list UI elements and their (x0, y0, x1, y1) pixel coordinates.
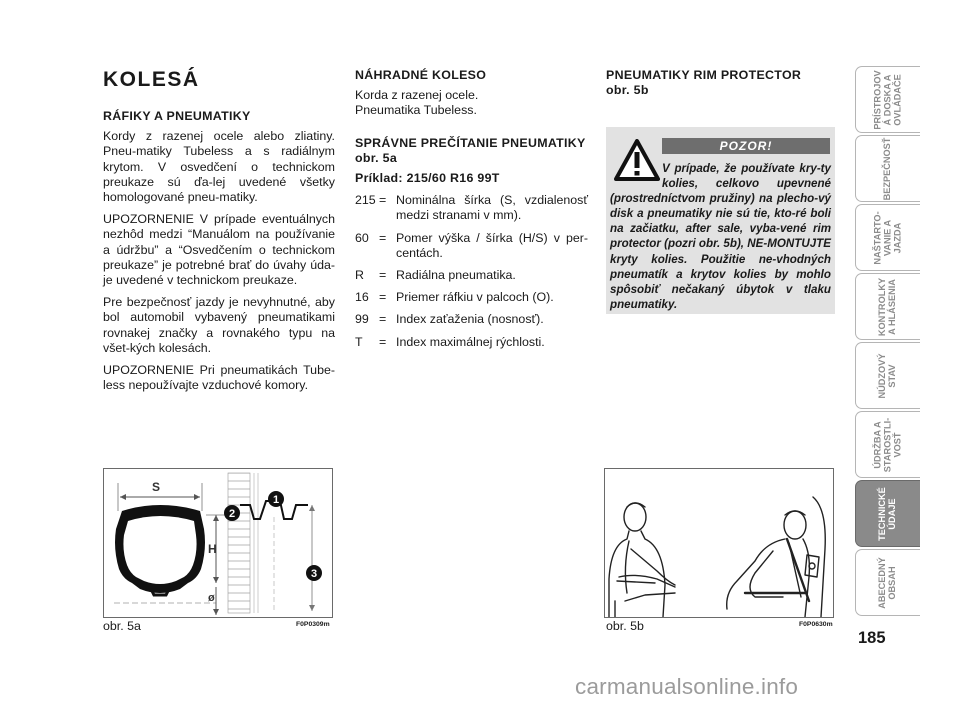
diameter-label: ø (208, 592, 215, 604)
spec-row-radial (355, 268, 588, 283)
spare-line-rim: Korda z razenej ocele. (355, 88, 479, 103)
tab-label: KONTROLKY A HLÁSENIA (877, 277, 897, 336)
subheading-tyre-reading: SPRÁVNE PREČÍTANIE PNEUMATIKY obr. 5a (355, 135, 586, 165)
figure-seat-illustration (604, 468, 834, 618)
spec-row-ratio (355, 231, 588, 261)
spec-row-speed (355, 335, 588, 350)
spec-row-width (355, 193, 588, 223)
subheading-rims-tyres: RÁFIKY A PNEUMATIKY (103, 109, 251, 123)
tab-maintenance[interactable] (855, 411, 920, 478)
figure-caption-5b: obr. 5b (606, 619, 644, 633)
spec-row-diameter (355, 290, 588, 305)
callout-label-2: 2 (228, 508, 236, 520)
paragraph-rims-intro: Kordy z razenej ocele alebo zliatiny. Pneu-matiky Tubeless a s radiálnym krytom. V osvedčení o technickom preukaze sú ďa-lej uvedené všetky homologované pneu-matiky. (103, 129, 335, 205)
spec-key: 99 (355, 312, 369, 327)
height-label: H (208, 542, 217, 556)
tyre-cross-section-diagram (104, 469, 332, 617)
spec-row-load (355, 312, 588, 327)
section-title-wheels: KOLESÁ (103, 68, 200, 91)
width-label: S (152, 480, 161, 494)
spec-equals: = (379, 230, 387, 245)
tab-label: BEZPEČNOSŤ (882, 137, 893, 200)
spec-equals: = (379, 290, 387, 305)
tab-starting-driving[interactable] (855, 204, 920, 271)
tab-alphabetical-index[interactable] (855, 549, 920, 616)
spec-value: Priemer ráfkiu v palcoch (O). (396, 290, 554, 305)
callout-label-1: 1 (272, 494, 280, 506)
paragraph-note-tubeless: UPOZORNENIE Pri pneumatikách Tube-less nepoužívajte vzduchové komory. (103, 363, 335, 393)
spec-equals: = (379, 193, 387, 208)
warning-label: POZOR! (662, 138, 830, 154)
tab-label: ABECEDNÝ OBSAH (877, 556, 897, 609)
spec-key: 215 (355, 193, 376, 208)
column-spare-wheel (355, 68, 588, 357)
page-number: 185 (858, 629, 886, 647)
tab-dashboard-controls[interactable] (855, 66, 920, 133)
spec-value: Index zaťaženia (nosnosť). (396, 312, 544, 327)
tab-warning-lights[interactable] (855, 273, 920, 340)
tab-label: TECHNICKÉ ÚDAJE (877, 486, 897, 541)
spec-value: Radiálna pneumatika. (396, 268, 516, 283)
spec-equals: = (379, 312, 387, 327)
figure-tyre-cross-section (103, 468, 333, 618)
figure-code-5a: F0P0309m (296, 621, 330, 628)
column-rim-protector (606, 68, 836, 103)
spec-key: T (355, 334, 363, 349)
spare-line-tyre: Pneumatika Tubeless. (355, 103, 477, 118)
tab-label: NAŠTARTO- VANIE A JAZDA (872, 210, 902, 265)
spec-key: 16 (355, 290, 369, 305)
warning-text: V prípade, že používate kry-ty kolies, celkovo upevnené (prostredníctvom pružiny) na plecho-vý disk a pneumatiky nie sú tie, kto-ré boli na začiatku, after sale, vyba-vené rim protector (pozri obr. 5b), NE-MONTUJTE kryty kolies. Použitie ne-vhodných pneumatík a krytov kolies by mohlo spôsobiť nečakaný úbytok v tlaku pneumatiky. (610, 162, 831, 311)
figure-code-5b: F0P0630m (799, 621, 833, 628)
seated-occupants-illustration (605, 469, 833, 617)
warning-box (606, 127, 835, 314)
tab-label: PRÍSTROJOV Á DOSKA A OVLÁDAČE (872, 69, 902, 130)
paragraph-safety: Pre bezpečnosť jazdy je nevyhnutné, aby bol automobil vybavený pneumatikami rovnakej značky a rovnakého typu na všet-kých kolesách. (103, 295, 335, 355)
tab-label: NÚDZOVÝ STAV (877, 353, 897, 398)
spec-value: Pomer výška / šírka (H/S) v per-centách. (396, 230, 588, 260)
callout-label-3: 3 (310, 568, 318, 580)
paragraph-note-discrepancy: UPOZORNENIE V prípade eventuálnych nezhôd medzi “Manuálom na používanie a údržbu” a “Osvedčením o technickom preukaze” je potrebné brať do úvahy úda-je uvedené v technickom preukaze. (103, 212, 335, 288)
tab-emergency[interactable] (855, 342, 920, 409)
subheading-spare-wheel: NÁHRADNÉ KOLESO (355, 68, 487, 82)
tab-safety[interactable] (855, 135, 920, 202)
subheading-rim-protector: PNEUMATIKY RIM PROTECTOR (606, 68, 802, 82)
rim-protector-figure-ref: obr. 5b (606, 83, 649, 98)
watermark-text: carmanualsonline.info (575, 674, 799, 699)
spec-equals: = (379, 268, 387, 283)
spec-value: Nominálna šírka (S, vzdialenosť medzi stranami v mm). (396, 193, 588, 223)
tyre-example: Príklad: 215/60 R16 99T (355, 171, 500, 186)
column-wheels (103, 68, 335, 400)
spec-value: Index maximálnej rýchlosti. (396, 334, 545, 349)
tab-technical-data[interactable] (855, 480, 920, 547)
spec-key: 60 (355, 230, 369, 245)
tab-label: ÚDRŽBA A STAROSTLI- VOSŤ (872, 417, 902, 472)
spec-equals: = (379, 334, 387, 349)
figure-caption-5a: obr. 5a (103, 619, 141, 633)
spec-key: R (355, 268, 364, 283)
